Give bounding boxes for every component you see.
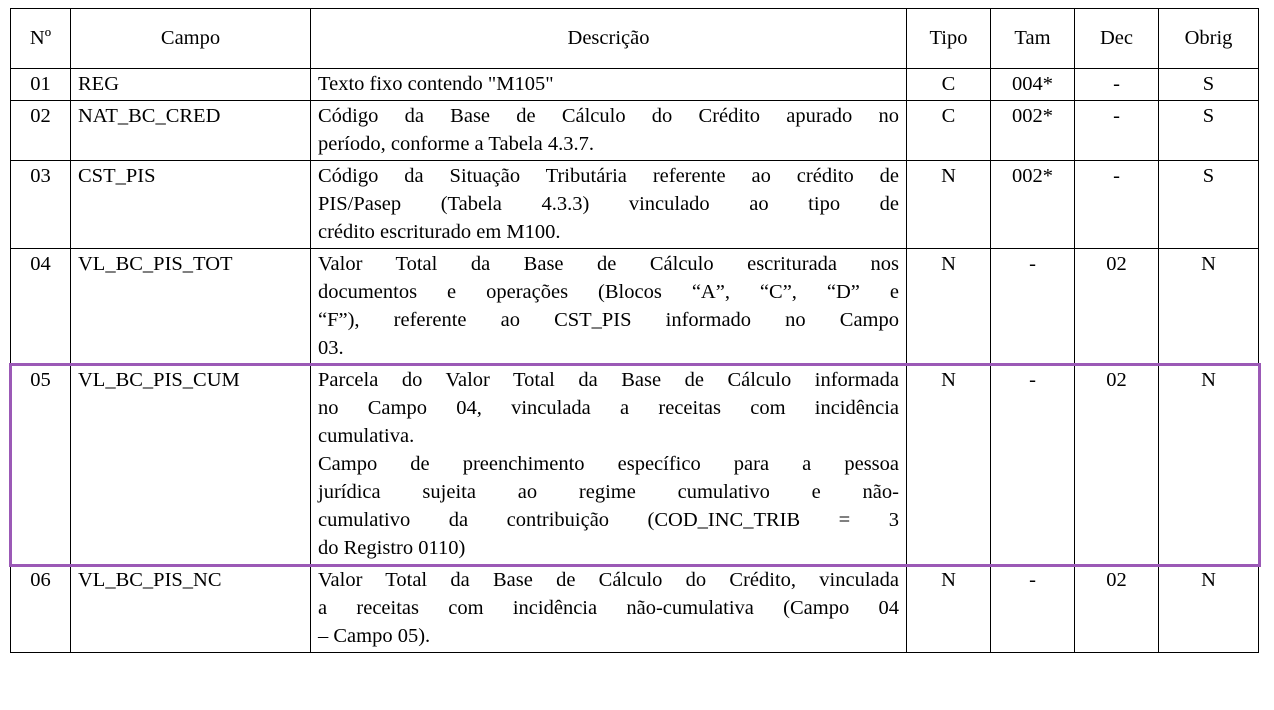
- description-line: a receitas com incidência não-cumulativa (Campo 04: [318, 597, 899, 619]
- field-number: 01: [11, 69, 71, 101]
- description-line: do Registro 0110): [318, 537, 466, 559]
- field-type: C: [907, 101, 991, 161]
- field-decimals: -: [1075, 161, 1159, 249]
- field-size: 004*: [991, 69, 1075, 101]
- field-number: 05: [11, 365, 71, 565]
- description-line: no Campo 04, vinculada a receitas com incidência: [318, 397, 899, 419]
- header-dec: Dec: [1075, 9, 1159, 69]
- description-line: cumulativa.: [318, 425, 415, 447]
- field-size: -: [991, 365, 1075, 565]
- table-row: [11, 365, 1259, 565]
- field-size: -: [991, 565, 1075, 653]
- document-page: [10, 8, 1259, 653]
- header-descricao: Descrição: [311, 9, 907, 69]
- field-description: [311, 249, 907, 365]
- header-no: Nº: [11, 9, 71, 69]
- field-type: C: [907, 69, 991, 101]
- field-name: VL_BC_PIS_NC: [71, 565, 311, 653]
- table-row: [11, 101, 1259, 161]
- field-decimals: -: [1075, 101, 1159, 161]
- table-row: [11, 249, 1259, 365]
- description-line: Valor Total da Base de Cálculo escriturada nos: [318, 253, 899, 275]
- description-line: Código da Base de Cálculo do Crédito apurado no: [318, 105, 899, 127]
- header-obrig: Obrig: [1159, 9, 1259, 69]
- field-type: N: [907, 565, 991, 653]
- field-description: [311, 101, 907, 161]
- field-size: 002*: [991, 161, 1075, 249]
- field-size: -: [991, 249, 1075, 365]
- description-line: Código da Situação Tributária referente ao crédito de: [318, 165, 899, 187]
- field-decimals: -: [1075, 69, 1159, 101]
- field-required: S: [1159, 101, 1259, 161]
- header-tam: Tam: [991, 9, 1075, 69]
- description-line: – Campo 05).: [318, 625, 431, 647]
- table-header-row: [11, 9, 1259, 69]
- field-type: N: [907, 249, 991, 365]
- field-number: 02: [11, 101, 71, 161]
- field-decimals: 02: [1075, 365, 1159, 565]
- table-row: [11, 69, 1259, 101]
- description-line: PIS/Pasep (Tabela 4.3.3) vinculado ao tipo de: [318, 193, 899, 215]
- field-type: N: [907, 365, 991, 565]
- field-name: REG: [71, 69, 311, 101]
- field-description: [311, 69, 907, 101]
- field-required: S: [1159, 69, 1259, 101]
- description-line: “F”), referente ao CST_PIS informado no Campo: [318, 309, 899, 331]
- field-name: VL_BC_PIS_CUM: [71, 365, 311, 565]
- field-table: [10, 8, 1259, 653]
- field-number: 04: [11, 249, 71, 365]
- field-required: N: [1159, 365, 1259, 565]
- description-line: documentos e operações (Blocos “A”, “C”, “D” e: [318, 281, 899, 303]
- field-number: 03: [11, 161, 71, 249]
- field-decimals: 02: [1075, 565, 1159, 653]
- description-line: jurídica sujeita ao regime cumulativo e não-: [318, 481, 899, 503]
- description-line: cumulativo da contribuição (COD_INC_TRIB = 3: [318, 509, 899, 531]
- description-line: Texto fixo contendo "M105": [318, 73, 554, 95]
- field-required: S: [1159, 161, 1259, 249]
- field-description: [311, 161, 907, 249]
- description-line: Parcela do Valor Total da Base de Cálculo informada: [318, 369, 899, 391]
- field-name: VL_BC_PIS_TOT: [71, 249, 311, 365]
- header-tipo: Tipo: [907, 9, 991, 69]
- field-number: 06: [11, 565, 71, 653]
- table-row: [11, 161, 1259, 249]
- field-description: [311, 365, 907, 565]
- description-line: crédito escriturado em M100.: [318, 221, 561, 243]
- field-name: CST_PIS: [71, 161, 311, 249]
- field-type: N: [907, 161, 991, 249]
- table-row: [11, 565, 1259, 653]
- description-line: Valor Total da Base de Cálculo do Crédito, vinculada: [318, 569, 899, 591]
- header-campo: Campo: [71, 9, 311, 69]
- field-required: N: [1159, 565, 1259, 653]
- field-description: [311, 565, 907, 653]
- description-line: período, conforme a Tabela 4.3.7.: [318, 133, 594, 155]
- field-name: NAT_BC_CRED: [71, 101, 311, 161]
- field-decimals: 02: [1075, 249, 1159, 365]
- field-required: N: [1159, 249, 1259, 365]
- field-size: 002*: [991, 101, 1075, 161]
- description-line: 03.: [318, 337, 344, 359]
- description-line: Campo de preenchimento específico para a pessoa: [318, 453, 899, 475]
